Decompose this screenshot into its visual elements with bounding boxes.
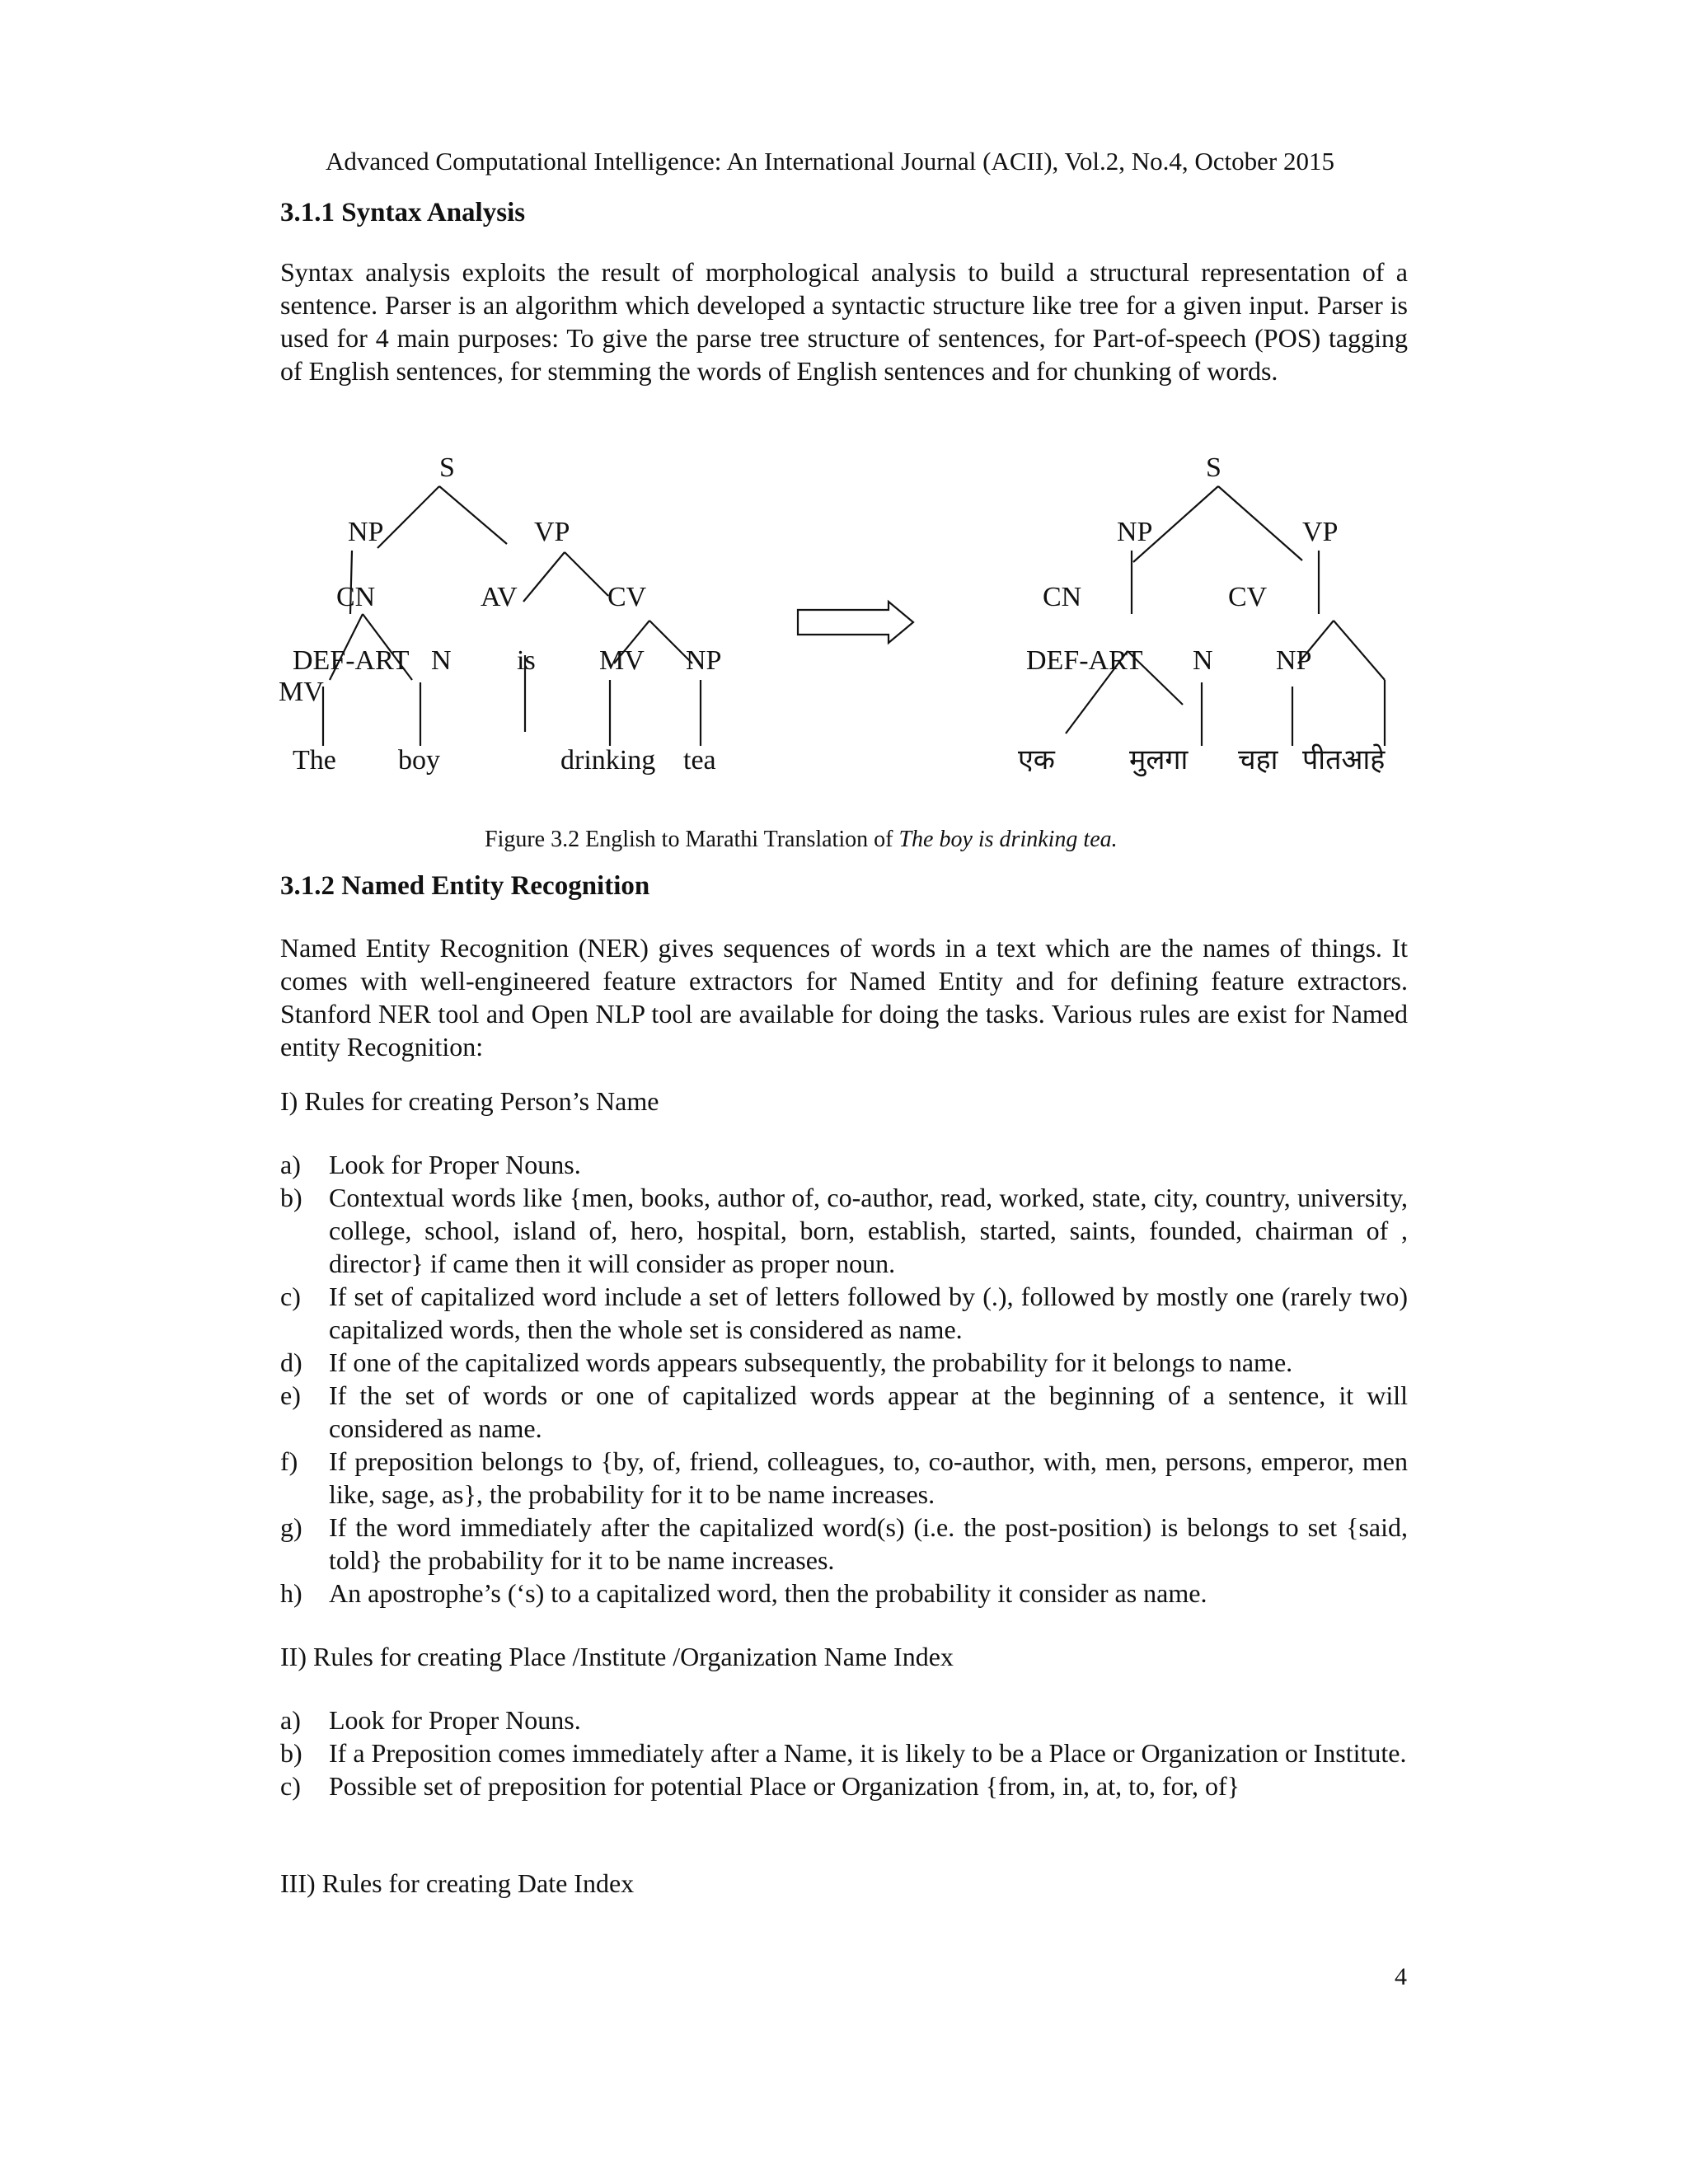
- list-item-text: An apostrophe’s (‘s) to a capitalized word, then the probability it consider as name.: [329, 1578, 1207, 1608]
- en-edge: [523, 552, 565, 602]
- list-item: [280, 1280, 1408, 1346]
- en-word-tea: tea: [683, 745, 716, 776]
- figure-caption: [485, 827, 1118, 853]
- mr-word-pitahe: पीतआहे: [1302, 745, 1386, 776]
- en-node-np: NP: [348, 517, 384, 547]
- mr-node-cn: CN: [1043, 582, 1082, 612]
- parse-tree-figure: [0, 0, 1688, 824]
- en-node-def-art: DEF-ART: [293, 645, 410, 676]
- mr-edge: [1334, 621, 1385, 680]
- list-item-label: f): [280, 1446, 298, 1476]
- running-header: Advanced Computational Intelligence: An International Journal (ACII), Vol.2, No.4, October 2015: [326, 147, 1334, 176]
- list-item: [280, 1379, 1408, 1445]
- en-edge: [649, 621, 692, 663]
- rules-date-title: III) Rules for creating Date Index: [280, 1868, 635, 1898]
- mr-node-n: N: [1193, 645, 1213, 676]
- en-node-s: S: [439, 452, 455, 483]
- mr-node-s: S: [1206, 452, 1221, 483]
- en-word-the: The: [293, 745, 336, 776]
- syntax-analysis-paragraph: Syntax analysis exploits the result of morphological analysis to build a structural representation of a sentence. Parser is an algorithm which developed a syntactic structure like tree for a given input. Parser is used for 4 main purposes: To give the parse tree structure of sentences, for Part-of-speech (POS) tagging of English sentences, for stemming the words of English sentences and for chunking of words.: [280, 257, 1408, 386]
- list-item-label: c): [280, 1771, 301, 1801]
- rules-person-list: [280, 1148, 1408, 1610]
- list-item-label: h): [280, 1578, 302, 1608]
- list-item-text: Possible set of preposition for potential Place or Organization {from, in, at, to, for, of}: [329, 1771, 1240, 1801]
- list-item-text: If set of capitalized word include a set of letters followed by (.), followed by mostly one (rarely two) capitalized words, then the whole set is considered as name.: [329, 1282, 1408, 1344]
- list-item: [280, 1148, 1408, 1181]
- caption-italic: The boy is drinking tea.: [898, 827, 1118, 852]
- rules-place-title: II) Rules for creating Place /Institute /Organization Name Index: [280, 1642, 954, 1671]
- list-item-label: a): [280, 1705, 301, 1735]
- caption-prefix: Figure 3.2 English to Marathi Translation of: [485, 827, 899, 852]
- en-edge: [565, 552, 608, 596]
- en-node-av: AV: [481, 582, 518, 612]
- translation-arrow-icon: [798, 602, 913, 643]
- rules-place-list: [280, 1704, 1408, 1802]
- list-item-label: c): [280, 1282, 301, 1311]
- en-edge: [377, 486, 439, 548]
- list-item-text: If preposition belongs to {by, of, friend, colleagues, to, co-author, with, men, persons, emperor, men like, sage, as}, the probability for it to be name increases.: [329, 1446, 1408, 1509]
- mr-edge: [1298, 621, 1334, 663]
- list-item: [280, 1181, 1408, 1280]
- rules-person-title: I) Rules for creating Person’s Name: [280, 1086, 659, 1116]
- list-item: [280, 1511, 1408, 1577]
- mr-word-mulga: मुलगा: [1129, 745, 1189, 776]
- english-parse-tree: [279, 452, 721, 776]
- en-node-vp: VP: [534, 517, 570, 547]
- list-item-text: Contextual words like {men, books, author of, co-author, read, worked, state, city, country, university, college, school, island of, hero, hospital, born, establish, started, saints, founded, chairman of , director} if came then it will consider as proper noun.: [329, 1183, 1408, 1278]
- mr-edge: [1218, 486, 1302, 560]
- list-item: [280, 1445, 1408, 1511]
- en-node-np-object: NP: [686, 645, 722, 676]
- en-node-cv: CV: [607, 582, 647, 612]
- mr-word-ek: एक: [1018, 745, 1055, 776]
- list-item-text: If a Preposition comes immediately after a Name, it is likely to be a Place or Organization or Institute.: [329, 1738, 1407, 1768]
- list-item-text: If one of the capitalized words appears subsequently, the probability for it belongs to name.: [329, 1347, 1293, 1377]
- mr-edge: [1128, 651, 1183, 705]
- page-number: 4: [1395, 1963, 1407, 1990]
- mr-node-def-art: DEF-ART: [1026, 645, 1143, 676]
- list-item: [280, 1736, 1408, 1769]
- list-item-label: e): [280, 1380, 301, 1410]
- en-node-cn: CN: [336, 582, 376, 612]
- list-item: [280, 1577, 1408, 1610]
- list-item-label: b): [280, 1738, 302, 1768]
- list-item-label: a): [280, 1150, 301, 1179]
- mr-word-chaha: चहा: [1238, 745, 1278, 776]
- list-item: [280, 1346, 1408, 1379]
- mr-node-np: NP: [1117, 517, 1153, 547]
- en-node-mv: MV: [599, 645, 645, 676]
- en-word-boy: boy: [398, 745, 440, 776]
- en-node-is: is: [517, 645, 536, 676]
- mr-node-np-object: NP: [1276, 645, 1312, 676]
- list-item-text: Look for Proper Nouns.: [329, 1150, 581, 1179]
- heading-syntax-analysis: 3.1.1 Syntax Analysis: [280, 198, 526, 227]
- mr-node-vp: VP: [1302, 517, 1339, 547]
- en-node-n: N: [431, 645, 452, 676]
- marathi-parse-tree: [1018, 452, 1386, 777]
- list-item-label: g): [280, 1512, 302, 1542]
- ner-paragraph: Named Entity Recognition (NER) gives sequences of words in a text which are the names of things. It comes with well-engineered feature extractors for Named Entity and for defining feature extractors. Stanford NER tool and Open NLP tool are available for doing the tasks. Various rules are exist for Named entity Recognition:: [280, 933, 1408, 1062]
- en-word-drinking: drinking: [560, 745, 656, 776]
- en-edge: [439, 486, 507, 544]
- list-item-label: d): [280, 1347, 302, 1377]
- list-item-text: If the set of words or one of capitalized words appear at the beginning of a sentence, it will considered as name.: [329, 1380, 1408, 1443]
- list-item-text: Look for Proper Nouns.: [329, 1705, 581, 1735]
- list-item-text: If the word immediately after the capitalized word(s) (i.e. the post-position) is belongs to set {said, told} the probability for it to be name increases.: [329, 1512, 1408, 1575]
- mr-node-cv: CV: [1228, 582, 1268, 612]
- heading-named-entity-recognition: 3.1.2 Named Entity Recognition: [280, 871, 650, 901]
- en-node-mv-left: MV: [279, 677, 324, 707]
- list-item-label: b): [280, 1183, 302, 1212]
- list-item: [280, 1769, 1408, 1802]
- list-item: [280, 1704, 1408, 1736]
